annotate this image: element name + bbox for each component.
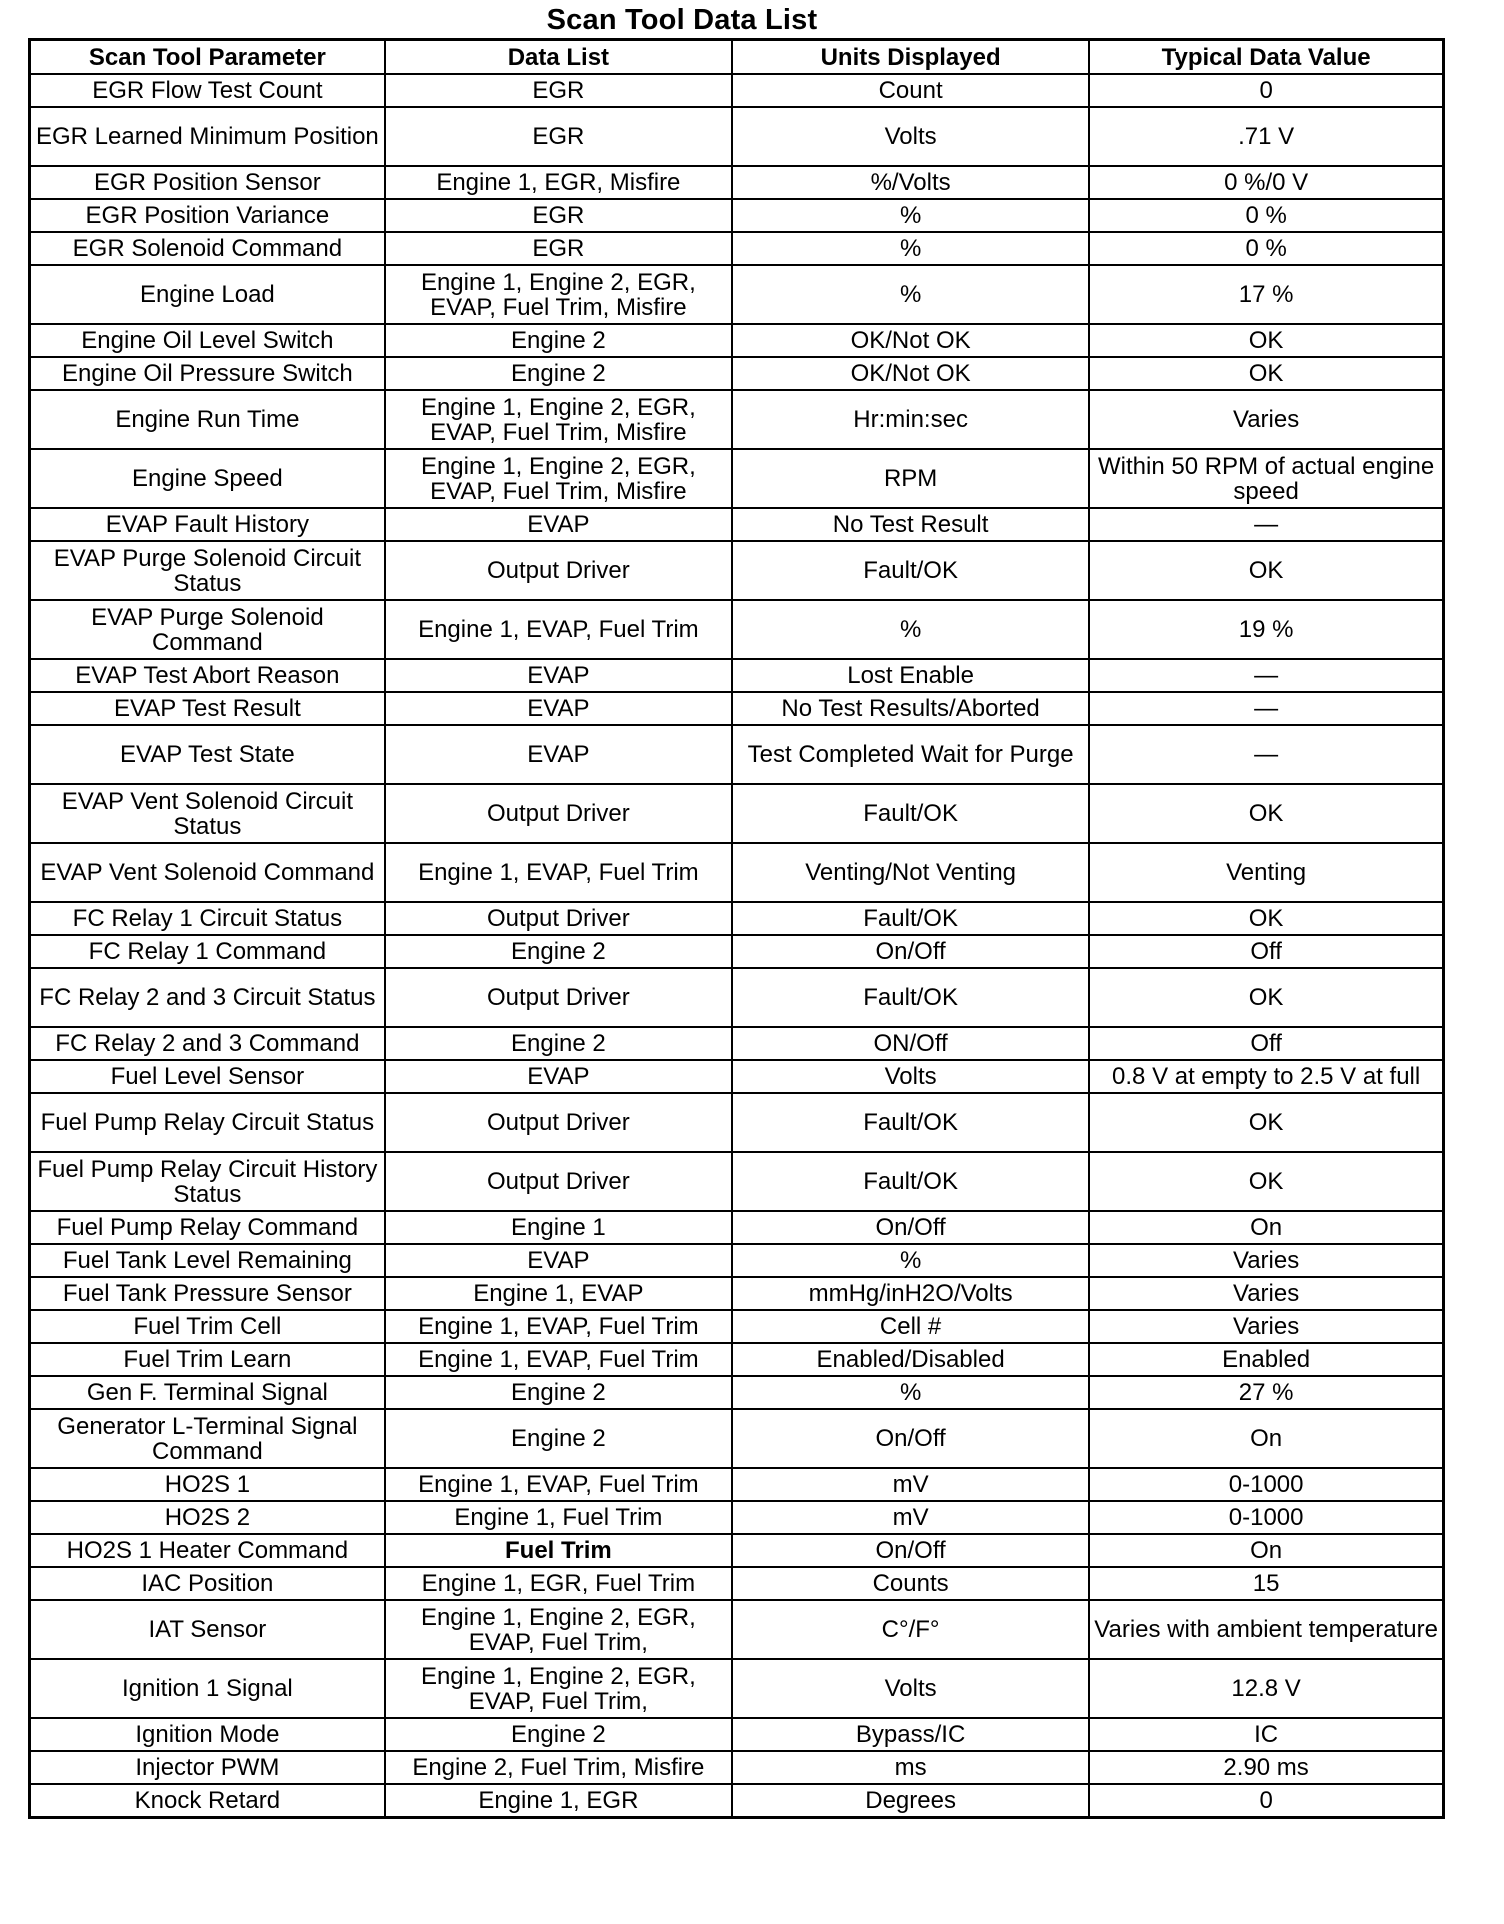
cell-units: OK/Not OK [732, 324, 1089, 357]
table-body [30, 74, 1444, 1818]
cell-data-list: Engine 1, EGR, Misfire [385, 166, 732, 199]
cell-units: Test Completed Wait for Purge [732, 725, 1089, 784]
cell-units: % [732, 265, 1089, 324]
table-row [30, 1093, 1444, 1152]
table-row [30, 935, 1444, 968]
cell-typical-value: Varies [1089, 1310, 1443, 1343]
table-row [30, 1468, 1444, 1501]
cell-data-list: Fuel Trim [385, 1534, 732, 1567]
cell-data-list: Engine 2 [385, 357, 732, 390]
cell-data-list: Output Driver [385, 1152, 732, 1211]
cell-typical-value: OK [1089, 968, 1443, 1027]
cell-typical-value: Within 50 RPM of actual engine speed [1089, 449, 1443, 508]
cell-typical-value: 15 [1089, 1567, 1443, 1600]
cell-data-list: Engine 1, EGR [385, 1784, 732, 1818]
cell-units: Cell # [732, 1310, 1089, 1343]
cell-units: OK/Not OK [732, 357, 1089, 390]
cell-units: % [732, 199, 1089, 232]
cell-data-list: Engine 1, EVAP, Fuel Trim [385, 1310, 732, 1343]
cell-data-list: Engine 1, Engine 2, EGR, EVAP, Fuel Trim, Misfire [385, 390, 732, 449]
cell-parameter: EVAP Fault History [30, 508, 385, 541]
cell-parameter: Injector PWM [30, 1751, 385, 1784]
cell-units: Volts [732, 107, 1089, 166]
cell-typical-value: 0 % [1089, 232, 1443, 265]
table-row [30, 600, 1444, 659]
cell-units: Count [732, 74, 1089, 107]
cell-parameter: IAT Sensor [30, 1600, 385, 1659]
cell-data-list: Engine 2 [385, 1718, 732, 1751]
cell-units: mV [732, 1501, 1089, 1534]
cell-parameter: FC Relay 1 Circuit Status [30, 902, 385, 935]
cell-typical-value: On [1089, 1211, 1443, 1244]
cell-typical-value: 27 % [1089, 1376, 1443, 1409]
cell-typical-value: 0-1000 [1089, 1468, 1443, 1501]
cell-typical-value: .71 V [1089, 107, 1443, 166]
cell-units: Degrees [732, 1784, 1089, 1818]
cell-units: No Test Result [732, 508, 1089, 541]
table-row [30, 1152, 1444, 1211]
page-title: Scan Tool Data List [546, 4, 818, 36]
cell-parameter: EVAP Vent Solenoid Circuit Status [30, 784, 385, 843]
cell-parameter: Engine Oil Level Switch [30, 324, 385, 357]
cell-data-list: EVAP [385, 508, 732, 541]
cell-units: Fault/OK [732, 1093, 1089, 1152]
cell-data-list: EVAP [385, 1060, 732, 1093]
cell-units: Enabled/Disabled [732, 1343, 1089, 1376]
cell-units: Fault/OK [732, 1152, 1089, 1211]
cell-units: % [732, 1376, 1089, 1409]
table-row [30, 1600, 1444, 1659]
cell-typical-value: Venting [1089, 843, 1443, 902]
cell-parameter: Engine Oil Pressure Switch [30, 357, 385, 390]
cell-parameter: Fuel Pump Relay Circuit History Status [30, 1152, 385, 1211]
table-row [30, 232, 1444, 265]
cell-units: mV [732, 1468, 1089, 1501]
cell-data-list: EGR [385, 232, 732, 265]
table-row [30, 357, 1444, 390]
cell-typical-value: — [1089, 725, 1443, 784]
cell-units: On/Off [732, 1409, 1089, 1468]
cell-parameter: Knock Retard [30, 1784, 385, 1818]
cell-typical-value: Enabled [1089, 1343, 1443, 1376]
cell-parameter: Ignition 1 Signal [30, 1659, 385, 1718]
table-row [30, 1784, 1444, 1818]
cell-data-list: Engine 1, Engine 2, EGR, EVAP, Fuel Trim, Misfire [385, 449, 732, 508]
cell-data-list: Output Driver [385, 902, 732, 935]
cell-typical-value: Varies with ambient temperature [1089, 1600, 1443, 1659]
cell-data-list: Output Driver [385, 784, 732, 843]
cell-typical-value: 12.8 V [1089, 1659, 1443, 1718]
cell-parameter: Fuel Tank Pressure Sensor [30, 1277, 385, 1310]
table-row [30, 902, 1444, 935]
table-row [30, 1501, 1444, 1534]
cell-typical-value: — [1089, 659, 1443, 692]
table-row [30, 1060, 1444, 1093]
table-header-row [30, 40, 1444, 75]
table-row [30, 1376, 1444, 1409]
table-row [30, 74, 1444, 107]
cell-data-list: Engine 2, Fuel Trim, Misfire [385, 1751, 732, 1784]
cell-data-list: EVAP [385, 1244, 732, 1277]
cell-parameter: EVAP Test State [30, 725, 385, 784]
table-row [30, 1244, 1444, 1277]
cell-data-list: Engine 1, EVAP [385, 1277, 732, 1310]
scan-tool-data-table [28, 38, 1445, 1819]
cell-data-list: Engine 2 [385, 935, 732, 968]
cell-units: Lost Enable [732, 659, 1089, 692]
cell-data-list: EVAP [385, 659, 732, 692]
table-row [30, 1310, 1444, 1343]
cell-parameter: Fuel Trim Cell [30, 1310, 385, 1343]
cell-typical-value: On [1089, 1409, 1443, 1468]
column-header-parameter: Scan Tool Parameter [30, 40, 385, 75]
table-row [30, 1409, 1444, 1468]
table-row [30, 1534, 1444, 1567]
cell-units: Counts [732, 1567, 1089, 1600]
cell-units: % [732, 232, 1089, 265]
cell-units: ms [732, 1751, 1089, 1784]
cell-units: Volts [732, 1060, 1089, 1093]
cell-typical-value: 0-1000 [1089, 1501, 1443, 1534]
cell-parameter: EVAP Purge Solenoid Circuit Status [30, 541, 385, 600]
table-row [30, 1567, 1444, 1600]
table-row [30, 508, 1444, 541]
cell-data-list: Engine 1, Fuel Trim [385, 1501, 732, 1534]
cell-data-list: Output Driver [385, 541, 732, 600]
cell-typical-value: Varies [1089, 1277, 1443, 1310]
cell-data-list: Output Driver [385, 1093, 732, 1152]
cell-typical-value: Off [1089, 1027, 1443, 1060]
table-row [30, 784, 1444, 843]
table-row [30, 1718, 1444, 1751]
cell-parameter: Engine Load [30, 265, 385, 324]
cell-units: Bypass/IC [732, 1718, 1089, 1751]
cell-data-list: Engine 2 [385, 1027, 732, 1060]
cell-units: Fault/OK [732, 784, 1089, 843]
table-row [30, 541, 1444, 600]
cell-units: On/Off [732, 1534, 1089, 1567]
cell-typical-value: On [1089, 1534, 1443, 1567]
cell-units: Fault/OK [732, 968, 1089, 1027]
cell-parameter: Gen F. Terminal Signal [30, 1376, 385, 1409]
cell-units: On/Off [732, 1211, 1089, 1244]
cell-parameter: EVAP Vent Solenoid Command [30, 843, 385, 902]
cell-parameter: HO2S 1 Heater Command [30, 1534, 385, 1567]
cell-data-list: Engine 2 [385, 1409, 732, 1468]
cell-parameter: Ignition Mode [30, 1718, 385, 1751]
cell-typical-value: 0.8 V at empty to 2.5 V at full [1089, 1060, 1443, 1093]
table-row [30, 659, 1444, 692]
cell-typical-value: — [1089, 508, 1443, 541]
cell-parameter: EGR Learned Minimum Position [30, 107, 385, 166]
cell-units: Hr:min:sec [732, 390, 1089, 449]
cell-units: RPM [732, 449, 1089, 508]
cell-parameter: EVAP Purge Solenoid Command [30, 600, 385, 659]
cell-parameter: HO2S 1 [30, 1468, 385, 1501]
cell-parameter: Fuel Pump Relay Circuit Status [30, 1093, 385, 1152]
cell-data-list: Engine 1 [385, 1211, 732, 1244]
table-row [30, 725, 1444, 784]
table-row [30, 968, 1444, 1027]
cell-typical-value: 0 %/0 V [1089, 166, 1443, 199]
cell-parameter: EGR Position Variance [30, 199, 385, 232]
table-row [30, 692, 1444, 725]
cell-typical-value: — [1089, 692, 1443, 725]
cell-data-list: Engine 2 [385, 1376, 732, 1409]
column-header-data-list: Data List [385, 40, 732, 75]
cell-parameter: IAC Position [30, 1567, 385, 1600]
cell-typical-value: OK [1089, 541, 1443, 600]
cell-typical-value: Varies [1089, 1244, 1443, 1277]
cell-data-list: Engine 1, Engine 2, EGR, EVAP, Fuel Trim, Misfire [385, 265, 732, 324]
cell-data-list: Engine 1, EVAP, Fuel Trim [385, 600, 732, 659]
cell-units: Fault/OK [732, 541, 1089, 600]
cell-parameter: HO2S 2 [30, 1501, 385, 1534]
cell-typical-value: OK [1089, 784, 1443, 843]
table-row [30, 843, 1444, 902]
table-row [30, 1277, 1444, 1310]
cell-typical-value: Varies [1089, 390, 1443, 449]
cell-typical-value: OK [1089, 357, 1443, 390]
cell-parameter: Fuel Pump Relay Command [30, 1211, 385, 1244]
cell-typical-value: 17 % [1089, 265, 1443, 324]
cell-typical-value: 2.90 ms [1089, 1751, 1443, 1784]
cell-parameter: EGR Solenoid Command [30, 232, 385, 265]
cell-typical-value: 0 [1089, 74, 1443, 107]
cell-parameter: EVAP Test Abort Reason [30, 659, 385, 692]
cell-units: On/Off [732, 935, 1089, 968]
table-row [30, 107, 1444, 166]
cell-typical-value: IC [1089, 1718, 1443, 1751]
cell-parameter: Fuel Trim Learn [30, 1343, 385, 1376]
cell-data-list: EVAP [385, 725, 732, 784]
cell-data-list: EVAP [385, 692, 732, 725]
table-row [30, 1751, 1444, 1784]
cell-typical-value: Off [1089, 935, 1443, 968]
table-row [30, 1027, 1444, 1060]
cell-typical-value: 0 % [1089, 199, 1443, 232]
table-row [30, 390, 1444, 449]
table-row [30, 1659, 1444, 1718]
table-row [30, 324, 1444, 357]
table-row [30, 199, 1444, 232]
cell-parameter: Engine Run Time [30, 390, 385, 449]
cell-parameter: FC Relay 1 Command [30, 935, 385, 968]
cell-units: % [732, 1244, 1089, 1277]
cell-typical-value: OK [1089, 1093, 1443, 1152]
cell-parameter: FC Relay 2 and 3 Command [30, 1027, 385, 1060]
column-header-typical-value: Typical Data Value [1089, 40, 1443, 75]
cell-units: No Test Results/Aborted [732, 692, 1089, 725]
cell-parameter: Fuel Tank Level Remaining [30, 1244, 385, 1277]
cell-units: Volts [732, 1659, 1089, 1718]
cell-parameter: EGR Flow Test Count [30, 74, 385, 107]
cell-parameter: EVAP Test Result [30, 692, 385, 725]
cell-units: Fault/OK [732, 902, 1089, 935]
cell-data-list: Engine 1, Engine 2, EGR, EVAP, Fuel Trim, [385, 1659, 732, 1718]
cell-data-list: EGR [385, 74, 732, 107]
cell-data-list: Engine 1, EVAP, Fuel Trim [385, 843, 732, 902]
column-header-units: Units Displayed [732, 40, 1089, 75]
cell-parameter: Generator L-Terminal Signal Command [30, 1409, 385, 1468]
cell-typical-value: 19 % [1089, 600, 1443, 659]
cell-units: C°/F° [732, 1600, 1089, 1659]
table-row [30, 265, 1444, 324]
cell-typical-value: OK [1089, 1152, 1443, 1211]
cell-parameter: Fuel Level Sensor [30, 1060, 385, 1093]
cell-units: Venting/Not Venting [732, 843, 1089, 902]
cell-units: % [732, 600, 1089, 659]
cell-data-list: EGR [385, 107, 732, 166]
cell-typical-value: OK [1089, 902, 1443, 935]
cell-parameter: Engine Speed [30, 449, 385, 508]
table-row [30, 1343, 1444, 1376]
cell-typical-value: 0 [1089, 1784, 1443, 1818]
table-row [30, 166, 1444, 199]
cell-data-list: Engine 2 [385, 324, 732, 357]
cell-data-list: Engine 1, EVAP, Fuel Trim [385, 1343, 732, 1376]
cell-units: %/Volts [732, 166, 1089, 199]
cell-data-list: Engine 1, EVAP, Fuel Trim [385, 1468, 732, 1501]
cell-data-list: Engine 1, EGR, Fuel Trim [385, 1567, 732, 1600]
table-row [30, 449, 1444, 508]
table-row [30, 1211, 1444, 1244]
cell-units: ON/Off [732, 1027, 1089, 1060]
cell-typical-value: OK [1089, 324, 1443, 357]
cell-parameter: FC Relay 2 and 3 Circuit Status [30, 968, 385, 1027]
cell-parameter: EGR Position Sensor [30, 166, 385, 199]
cell-data-list: Output Driver [385, 968, 732, 1027]
cell-units: mmHg/inH2O/Volts [732, 1277, 1089, 1310]
cell-data-list: Engine 1, Engine 2, EGR, EVAP, Fuel Trim, [385, 1600, 732, 1659]
cell-data-list: EGR [385, 199, 732, 232]
